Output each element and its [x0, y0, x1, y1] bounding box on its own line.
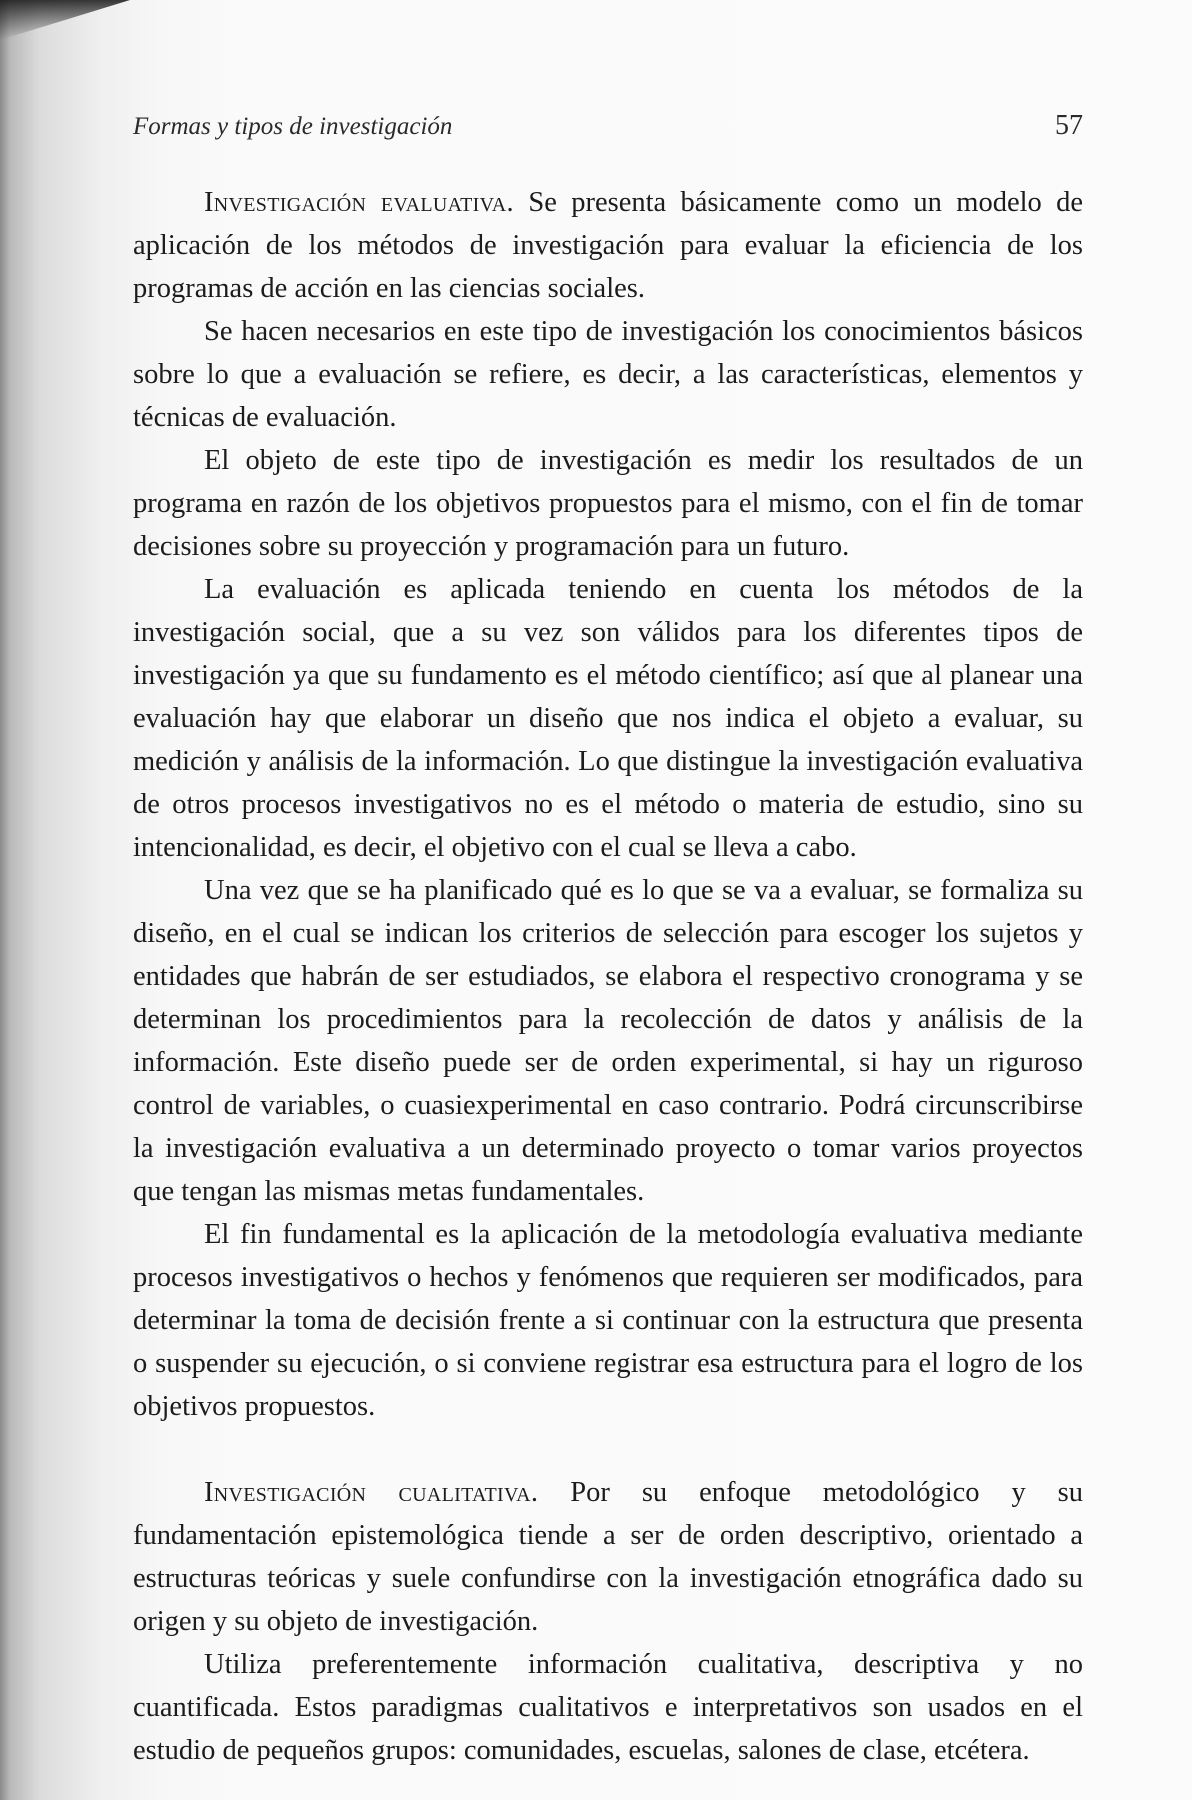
body-text — [133, 181, 1083, 1772]
section-heading-cualitativa: Investigación cualitativa. — [204, 1477, 539, 1508]
page-number: 57 — [1055, 110, 1083, 141]
section-divider — [133, 1428, 1083, 1471]
paragraph: Investigación evaluativa. Se presenta básicamente como un modelo de aplicación de los métodos de investigación para evaluar la eficiencia de los programas de acción en las ciencias sociales. — [133, 187, 1084, 304]
paragraph: El fin fundamental es la aplicación de la metodología evaluativa mediante procesos investigativos o hechos y fenómenos que requieren ser modificados, para determinar la toma de decisión frente a si continuar con la estructura que presenta o suspender su ejecución, o si conviene registrar esa estructura para el logro de los objetivos propuestos. — [133, 1219, 1083, 1422]
running-head-title: Formas y tipos de investigación — [133, 113, 453, 140]
paragraph: La evaluación es aplicada teniendo en cuenta los métodos de la investigación social, que a su vez son válidos para los diferentes tipos de investigación ya que su fundamento es el método científico; así que al planear una evaluación hay que elaborar un diseño que nos indica el objeto a evaluar, su medición y análisis de la información. Lo que distingue la investigación evaluativa de otros procesos investigativos no es el método o materia de estudio, sino su intencionalidad, es decir, el objetivo con el cual se lleva a cabo. — [133, 574, 1083, 863]
scan-shadow — [0, 0, 130, 40]
paragraph: Se hacen necesarios en este tipo de investigación los conocimientos básicos sobre lo que a evaluación se refiere, es decir, a las características, elementos y técnicas de evaluación. — [133, 316, 1083, 433]
section-heading-evaluativa: Investigación evaluativa. — [204, 187, 514, 218]
paragraph: Investigación cualitativa. Por su enfoque metodológico y su fundamentación epistemológica tiende a ser de orden descriptivo, orientado a estructuras teóricas y suele confundirse con la investigación etnográfica dado su origen y su objeto de investigación. — [133, 1477, 1083, 1637]
paragraph: Una vez que se ha planificado qué es lo que se va a evaluar, se formaliza su diseño, en el cual se indican los criterios de selección para escoger los sujetos y entidades que habrán de ser estudiados, se elabora el respectivo cronograma y se determinan los procedimientos para la recolección de datos y análisis de la información. Este diseño puede ser de orden experimental, si hay un riguroso control de variables, o cuasiexperimental en caso contrario. Podrá circunscribirse la investigación evaluativa a un determinado proyecto o tomar varios proyectos que tengan las mismas metas fundamentales. — [133, 875, 1083, 1207]
running-head — [133, 110, 1083, 142]
paragraph: El objeto de este tipo de investigación es medir los resultados de un programa en razón de los objetivos propuestos para el mismo, con el fin de tomar decisiones sobre su proyección y programación para un futuro. — [133, 445, 1083, 562]
paragraph: Utiliza preferentemente información cualitativa, descriptiva y no cuantificada. Estos paradigmas cualitativos e interpretativos son usados en el estudio de pequeños grupos: comunidades, escuelas, salones de clase, etcétera. — [133, 1649, 1083, 1766]
